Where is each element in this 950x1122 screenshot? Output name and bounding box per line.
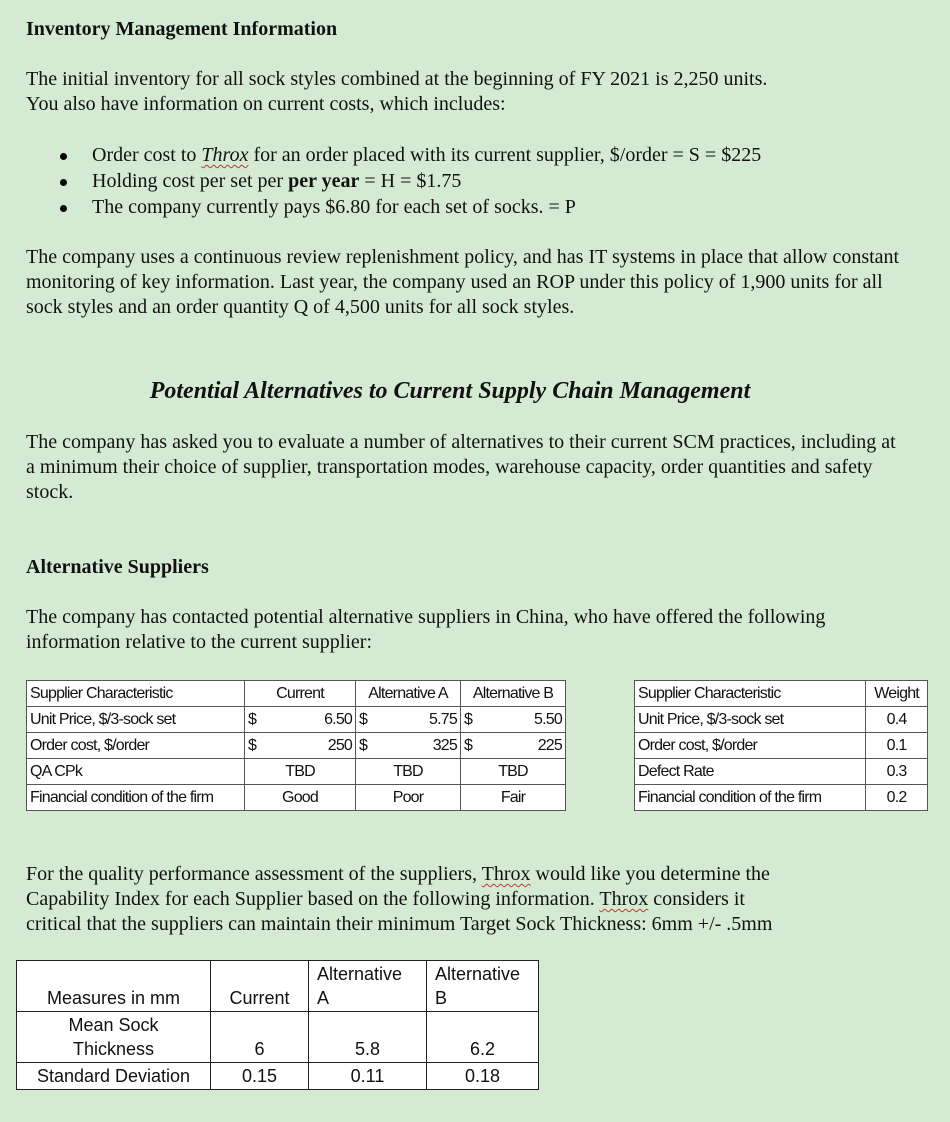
table-row	[635, 681, 928, 707]
suppliers-heading: Alternative Suppliers	[26, 556, 209, 578]
table-cell: 6	[211, 1012, 309, 1063]
table-cell: 0.11	[309, 1063, 427, 1090]
table-cell: $ 5.75	[356, 707, 461, 733]
list-item: Order cost to Throx for an order placed with its current supplier, $/order = S = $225	[26, 142, 926, 168]
row-label: Financial condition of the firm	[635, 785, 866, 811]
alternatives-title: Potential Alternatives to Current Supply Chain Management	[149, 378, 751, 404]
cost-bullet-list	[26, 142, 926, 220]
table-row	[635, 785, 928, 811]
table-cell: TBD	[461, 759, 566, 785]
header-cell: Current	[245, 681, 356, 707]
table-cell: Good	[245, 785, 356, 811]
table-row	[635, 707, 928, 733]
row-label: Defect Rate	[635, 759, 866, 785]
header-cell: Supplier Characteristic	[27, 681, 245, 707]
row-label: Unit Price, $/3-sock set	[27, 707, 245, 733]
policy-paragraph: The company uses a continuous review replenishment policy, and has IT systems in place that allow constant monitoring of key information. Last year, the company used an ROP under this policy of 1,900 units for all sock styles and an order quantity Q of 4,500 units for all sock styles.	[26, 246, 900, 318]
table-cell: 6.2	[427, 1012, 539, 1063]
list-item: Holding cost per set per per year = H = $1.75	[26, 168, 926, 194]
table-row	[27, 785, 566, 811]
header-cell: Weight	[866, 681, 928, 707]
weight-value: 0.1	[866, 733, 928, 759]
header-cell: Supplier Characteristic	[635, 681, 866, 707]
table-cell: TBD	[356, 759, 461, 785]
row-label: Mean Sock Thickness	[17, 1012, 211, 1063]
table-row	[27, 759, 566, 785]
table-row	[27, 733, 566, 759]
table-row	[17, 1063, 539, 1090]
inventory-heading: Inventory Management Information	[26, 18, 338, 40]
suppliers-paragraph: The company has contacted potential alternative suppliers in China, who have offered the following information relative to the current supplier:	[26, 606, 826, 653]
table-cell: 5.8	[309, 1012, 427, 1063]
table-cell: $ 6.50	[245, 707, 356, 733]
table-cell: $ 250	[245, 733, 356, 759]
weight-value: 0.4	[866, 707, 928, 733]
bullet-icon	[60, 179, 67, 186]
table-row	[635, 733, 928, 759]
intro-line-2: You also have information on current costs, which includes:	[26, 93, 506, 115]
row-label: Financial condition of the firm	[27, 785, 245, 811]
table-row	[635, 759, 928, 785]
table-row	[27, 681, 566, 707]
header-cell: Current	[211, 961, 309, 1012]
quality-paragraph: For the quality performance assessment of the suppliers, Throx would like you determine the Capability Index for each Supplier based on the following information. Throx considers it critical that the suppliers can maintain their minimum Target Sock Thickness: 6mm +/- .5mm	[26, 863, 773, 935]
table-cell: $ 225	[461, 733, 566, 759]
table-row	[17, 961, 539, 1012]
bullet-icon	[60, 205, 67, 212]
table-cell: Poor	[356, 785, 461, 811]
table-cell: $ 325	[356, 733, 461, 759]
supplier-table	[26, 680, 566, 811]
header-cell: Alternative A	[309, 961, 427, 1012]
header-cell: Alternative B	[427, 961, 539, 1012]
weight-value: 0.3	[866, 759, 928, 785]
row-label: QA CPk	[27, 759, 245, 785]
list-item: The company currently pays $6.80 for each set of socks. = P	[26, 194, 926, 220]
intro-line-1: The initial inventory for all sock styles combined at the beginning of FY 2021 is 2,250 units.	[26, 68, 768, 90]
table-cell: Fair	[461, 785, 566, 811]
row-label: Order cost, $/order	[635, 733, 866, 759]
row-label: Order cost, $/order	[27, 733, 245, 759]
row-label: Standard Deviation	[17, 1063, 211, 1090]
header-cell: Alternative A	[356, 681, 461, 707]
alternatives-paragraph: The company has asked you to evaluate a number of alternatives to their current SCM practices, including at a minimum their choice of supplier, transportation modes, warehouse capacity, order quantities and safety stock.	[26, 431, 896, 503]
table-row	[17, 1012, 539, 1063]
table-cell: 0.15	[211, 1063, 309, 1090]
header-cell: Measures in mm	[17, 961, 211, 1012]
header-cell: Alternative B	[461, 681, 566, 707]
table-row	[27, 707, 566, 733]
table-cell: 0.18	[427, 1063, 539, 1090]
company-name: Throx	[201, 144, 249, 166]
thickness-table	[16, 960, 539, 1090]
table-cell: $ 5.50	[461, 707, 566, 733]
table-cell: TBD	[245, 759, 356, 785]
company-name: Throx	[481, 863, 531, 885]
weight-table	[634, 680, 928, 811]
row-label: Unit Price, $/3-sock set	[635, 707, 866, 733]
inventory-intro	[26, 67, 926, 117]
bullet-icon	[60, 153, 67, 160]
company-name: Throx	[599, 888, 649, 910]
weight-value: 0.2	[866, 785, 928, 811]
